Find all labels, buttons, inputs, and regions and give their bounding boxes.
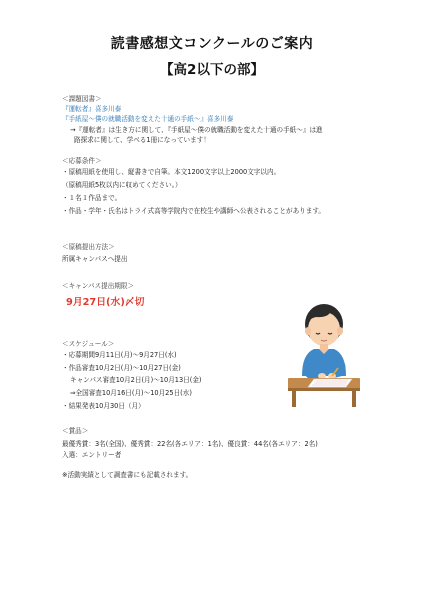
books-note-line-2: 路探求に関して、学べる1冊になっています！	[74, 136, 210, 144]
conditions-line-1: ・原稿用紙を使用し、縦書きで自筆。本文1200文字以上2000文字以内。	[62, 168, 281, 176]
conditions-line-3: ・１名１作品まで。	[62, 194, 122, 202]
schedule-line-4: ⇒全国審査10月16日(月)～10月25日(水)	[70, 389, 192, 397]
deadline-heading: ＜キャンパス提出期限＞	[62, 282, 135, 290]
books-heading: ＜課題図書＞	[62, 95, 102, 103]
schedule-heading: ＜スケジュール＞	[62, 340, 115, 348]
conditions-line-4: ・作品・学年・氏名はトライ式高等学院内で在校生や講師へ公表されることがあります。	[62, 207, 326, 215]
schedule-line-2: ・作品審査10月2日(月)～10月27日(金)	[62, 364, 181, 372]
submit-method-text: 所属キャンパスへ提出	[62, 255, 128, 263]
document-subtitle: 【高2以下の部】	[160, 62, 264, 78]
prizes-line-1: 最優秀賞：3名(全国)、優秀賞：22名(各エリア：1名)、優良賞：44名(各エリア：2名)	[62, 440, 318, 448]
book-1-title: 『運転者』喜多川泰	[62, 105, 122, 113]
prizes-line-2: 入選：エントリー者	[62, 451, 122, 459]
submit-method-heading: ＜原稿提出方法＞	[62, 243, 115, 251]
schedule-line-3: キャンパス審査10月2日(月)～10月13日(金)	[70, 376, 202, 384]
footer-note: ※活動実績として調査書にも記載されます。	[62, 471, 193, 479]
schedule-line-5: ・結果発表10月30日（月）	[62, 402, 145, 410]
conditions-line-2: （原稿用紙5枚以内に収めてください。）	[62, 181, 182, 189]
prizes-heading: ＜賞品＞	[62, 427, 89, 435]
deadline-date: 9月27日(水)〆切	[66, 297, 145, 308]
conditions-heading: ＜応募条件＞	[62, 157, 102, 165]
books-note-line-1: →『運転者』は生き方に関して、『手紙屋～僕の就職活動を変えた十通の手紙～』は進	[70, 126, 323, 134]
schedule-line-1: ・応募期間9月11日(月)～9月27日(水)	[62, 351, 177, 359]
student-writing-illustration	[286, 296, 362, 408]
book-2-title: 『手紙屋～僕の就職活動を変えた十通の手紙～』喜多川泰	[62, 115, 234, 123]
document-title: 読書感想文コンクールのご案内	[110, 36, 314, 52]
